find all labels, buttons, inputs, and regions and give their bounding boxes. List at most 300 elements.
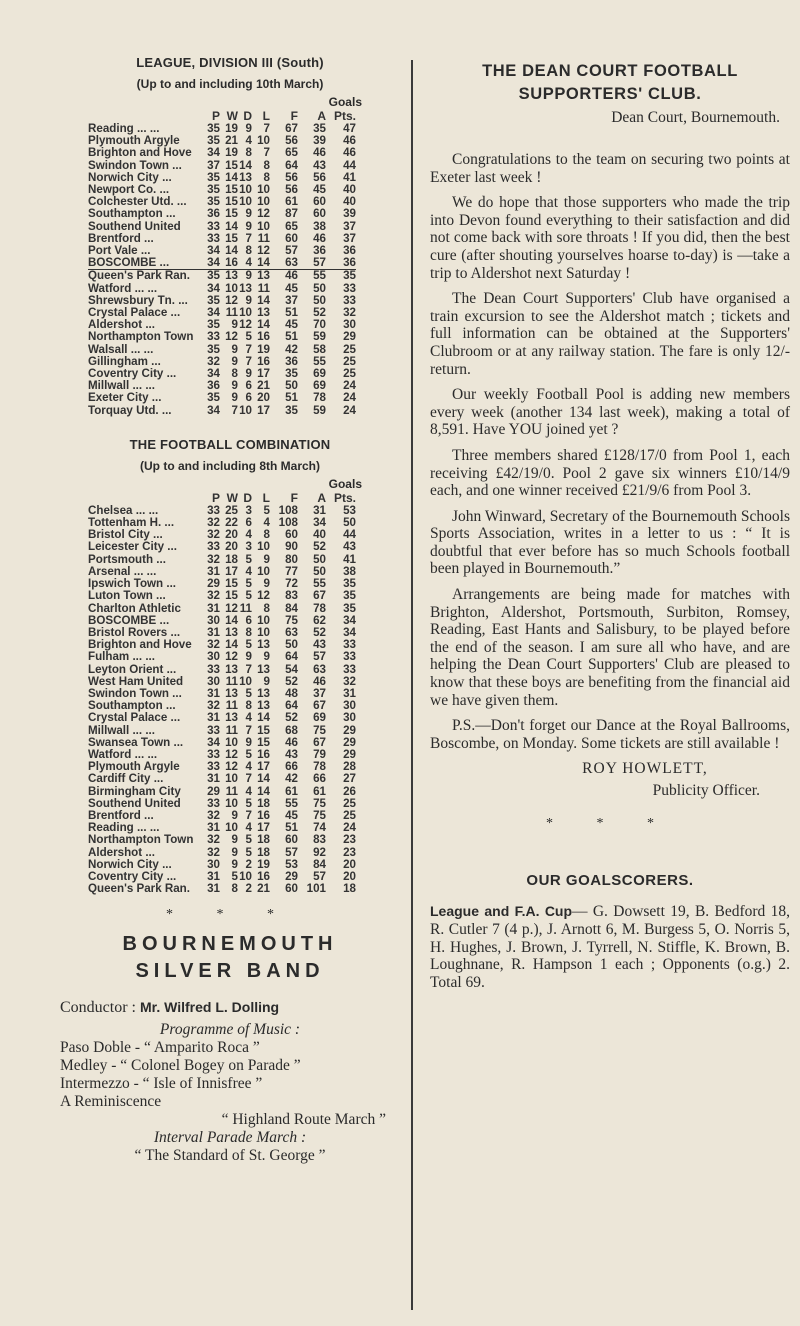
conductor-name: Mr. Wilfred L. Dolling [140,999,280,1016]
stat-cell: 30 [343,318,356,332]
stat-cell: 7 [245,354,252,368]
stat-cell: 41 [343,170,356,184]
stat-cell: 32 [207,528,220,542]
stat-cell: 48 [285,686,298,700]
stat-cell: 10 [239,674,252,688]
stat-cell: 10 [239,195,252,209]
stat-cell: 52 [285,674,298,688]
stat-cell: 57 [313,650,326,664]
stat-cell: 35 [207,293,220,307]
interval-label: Interval Parade March : [153,1129,307,1147]
stat-cell: 32 [207,354,220,368]
stat-cell: 75 [285,613,298,627]
stat-cell: 40 [313,528,326,542]
team-name: Birmingham City [88,784,181,798]
team-name: Coventry City ... [88,869,177,883]
club-signature: ROY HOWLETT, [582,760,708,778]
stat-cell: 83 [313,833,326,847]
stat-cell: 56 [285,134,298,148]
stat-cell: 12 [257,244,270,258]
stat-cell: 64 [285,699,298,713]
stat-cell: 9 [245,207,252,221]
stat-cell: 87 [285,207,298,221]
stat-cell: 29 [285,869,298,883]
stat-cell: 32 [207,516,220,530]
team-name: BOSCOMBE ... [88,257,206,270]
stat-cell: 16 [257,330,270,344]
programme-item: A Reminiscence [60,1093,162,1111]
team-name: Cardiff City ... [88,772,164,786]
stat-cell: 11 [225,306,238,320]
stat-cell: 38 [313,219,326,233]
stat-cell: 83 [285,589,298,603]
stat-cell: 9 [231,379,238,393]
stat-cell: 34 [207,256,220,270]
stat-cell: 68 [285,723,298,737]
stat-cell: 8 [231,367,238,381]
stat-cell: 10 [257,625,270,639]
stat-cell: 8 [263,601,270,615]
stat-cell: 12 [239,318,252,332]
club-paragraph: Congratulations to the team on securing two points at Exeter last week ! [430,151,790,186]
stat-cell: 64 [285,650,298,664]
stat-cell: 10 [257,564,270,578]
stat-cell: 42 [285,772,298,786]
club-paragraph: Our weekly Football Pool is adding new members every week (another 134 last week), making a total of 8,591. Have YOU joined yet ? [430,386,790,439]
table-row [88,257,356,270]
stat-cell: 4 [245,760,252,774]
stat-cell: 5 [245,796,252,810]
stat-cell: 5 [245,845,252,859]
stat-cell: 10 [225,796,238,810]
stat-cell: 32 [343,674,356,688]
stat-cell: 6 [245,379,252,393]
stat-cell: 34 [207,735,220,749]
stat-cell: 59 [313,330,326,344]
programme-item: Paso Doble - “ Amparito Roca ” [60,1039,260,1057]
stat-cell: 19 [225,146,238,160]
team-name: Brentford ... [88,808,154,822]
stat-cell: 15 [225,577,238,591]
stat-cell: 9 [245,122,252,135]
stat-cell: 51 [285,391,298,405]
stat-cell: 36 [326,257,356,270]
conductor-label: Conductor : [60,999,136,1017]
stat-cell: 11 [225,674,238,688]
stat-cell: 45 [313,183,326,197]
stat-cell: 34 [343,613,356,627]
stat-cell: 31 [207,625,220,639]
combination-goals-label: Goals [328,476,362,491]
stat-cell: 11 [225,784,238,798]
stat-cell: 35 [343,577,356,591]
table-row [88,773,356,785]
stat-cell: 13 [257,269,270,283]
band-title-line2: SILVER BAND [135,960,325,983]
stat-cell: 69 [313,367,326,381]
stat-cell: 14 [257,772,270,786]
stat-cell: 67 [285,122,298,135]
team-name: Walsall ... ... [88,342,154,356]
stat-cell: 18 [225,552,238,566]
stat-cell: 8 [263,158,270,172]
programme-list [60,1039,400,1129]
stat-cell: 4 [245,784,252,798]
stat-cell: 14 [257,784,270,798]
stat-cell: 9 [263,674,270,688]
stat-cell: 60 [285,833,298,847]
team-name: Portsmouth ... [88,552,166,566]
stat-cell: 9 [231,808,238,822]
stat-cell: 63 [270,257,298,270]
stat-cell: 39 [343,207,356,221]
stat-cell: 9 [231,342,238,356]
stat-cell: 15 [257,735,270,749]
stat-cell: 50 [313,552,326,566]
programme-item: Medley - “ Colonel Bogey on Parade ” [60,1057,301,1075]
stat-cell: 67 [313,589,326,603]
stat-cell: 9 [263,650,270,664]
stat-cell: 50 [343,516,356,530]
stat-cell: 35 [207,391,220,405]
stat-cell: 31 [207,882,220,896]
team-name: Northampton Town [88,833,194,847]
team-name: Watford ... ... [88,281,158,295]
stat-cell: 14 [225,638,238,652]
team-name: Southampton ... [88,207,176,221]
stat-cell: 51 [285,821,298,835]
stat-cell: 5 [245,833,252,847]
team-name: Reading ... ... [88,122,160,135]
team-name: Watford ... ... [88,747,158,761]
stat-cell: 9 [231,391,238,405]
stat-cell: 66 [313,772,326,786]
stat-cell: 11 [225,699,238,713]
stat-cell: 16 [257,808,270,822]
stat-cell: 45 [285,808,298,822]
stat-cell: 75 [313,808,326,822]
combination-subtitle: (Up to and including 8th March) [140,458,320,473]
stat-cell: 51 [285,306,298,320]
stat-cell: 46 [343,146,356,160]
stat-cell: 32 [207,589,220,603]
team-name: Port Vale ... [88,244,151,258]
column-header: D [243,109,252,123]
team-name: Swindon Town ... [88,158,182,172]
stat-cell: 43 [313,638,326,652]
stat-cell: 13 [225,686,238,700]
stat-cell: 37 [343,231,356,245]
team-name: Charlton Athletic [88,601,181,615]
stat-cell: 14 [257,318,270,332]
stat-cell: 56 [285,183,298,197]
stat-cell: 108 [278,516,298,530]
stat-cell: 35 [285,367,298,381]
stat-cell: 5 [245,552,252,566]
stat-cell: 13 [225,662,238,676]
stat-cell: 31 [313,503,326,517]
column-header: A [317,109,326,123]
stat-cell: 33 [343,650,356,664]
stat-cell: 2 [245,857,252,871]
stat-cell: 27 [343,772,356,786]
stat-cell: 50 [285,379,298,393]
stat-cell: 78 [313,760,326,774]
team-name: Southampton ... [88,699,176,713]
column-header: W [226,109,238,123]
stat-cell: 90 [285,540,298,554]
combination-table [88,491,356,896]
team-name: Millwall ... ... [88,379,155,393]
stat-cell: 8 [245,146,252,160]
stat-cell: 4 [245,528,252,542]
stat-cell: 29 [343,330,356,344]
stat-cell: 60 [285,882,298,896]
stat-cell: 52 [313,625,326,639]
stat-cell: 10 [257,540,270,554]
stat-cell: 10 [225,735,238,749]
column-header: L [262,109,270,123]
stat-cell: 45 [285,318,298,332]
stat-cell: 45 [285,281,298,295]
stat-cell: 35 [343,269,356,283]
stat-cell: 35 [207,195,220,209]
stat-cell: 61 [285,195,298,209]
team-name: Gillingham ... [88,354,161,368]
stat-cell: 3 [245,540,252,554]
stat-cell: 70 [313,318,326,332]
team-name: Leyton Orient ... [88,662,177,676]
stat-cell: 37 [207,158,220,172]
stat-cell: 28 [343,760,356,774]
stat-cell: 32 [343,306,356,320]
stat-cell: 34 [207,244,220,258]
stat-cell: 35 [207,183,220,197]
stat-cell: 32 [207,845,220,859]
stat-cell: 25 [343,367,356,381]
column-header-team [88,109,206,123]
table-row [88,725,356,737]
column-header: P [211,490,220,505]
team-name: Southend United [88,796,181,810]
stat-cell: 36 [313,244,326,258]
stat-cell: 9 [231,845,238,859]
stat-cell: 5 [245,638,252,652]
stat-cell: 31 [207,686,220,700]
stat-cell: 17 [257,367,270,381]
stat-cell: 16 [257,869,270,883]
stat-cell: 32 [207,808,220,822]
stat-cell: 25 [343,342,356,356]
team-name: Arsenal ... ... [88,564,157,578]
table-row [88,331,356,343]
stat-cell: 33 [207,747,220,761]
stat-cell: 57 [285,845,298,859]
stat-cell: 36 [207,379,220,393]
stat-cell: 14 [257,711,270,725]
stat-cell: 3 [245,503,252,517]
stat-cell: 13 [225,269,238,283]
stat-cell: 42 [285,342,298,356]
stat-cell: 18 [343,882,356,896]
stat-cell: 56 [313,170,326,184]
team-name: Tottenham H. ... [88,516,175,530]
band-title-line1: BOURNEMOUTH [122,933,338,956]
programme-item: Intermezzo - “ Isle of Innisfree ” [60,1075,263,1093]
stat-cell: 10 [239,403,252,417]
stat-cell: 33 [207,330,220,344]
band-stars: * * * [166,907,294,923]
table-row [88,541,356,553]
stat-cell: 46 [313,674,326,688]
team-name: Ipswich Town ... [88,577,177,591]
team-name: Brentford ... [88,231,154,245]
stat-cell: 31 [207,601,220,615]
stat-cell: 30 [207,613,220,627]
table-row [88,712,356,724]
stat-cell: 55 [313,577,326,591]
stat-cell: 14 [225,613,238,627]
stat-cell: 10 [257,134,270,148]
stat-cell: 30 [343,711,356,725]
stat-cell: 33 [207,231,220,245]
stat-cell: 7 [245,723,252,737]
stat-cell: 33 [343,281,356,295]
stat-cell: 12 [225,293,238,307]
stat-cell: 14 [252,257,270,270]
stat-cell: 24 [343,379,356,393]
stat-cell: 15 [225,207,238,221]
stat-cell: 9 [245,735,252,749]
stat-cell: 9 [263,577,270,591]
stat-cell: 13 [257,306,270,320]
stat-cell: 25 [343,796,356,810]
goalscorers-list: — G. Dowsett 19, B. Bedford 18, R. Cutler 7 (4 p.), J. Arnott 6, M. Burgess 5, O. Norris 5, H. Hughes, J. Brown, J. Tyrrell, N. Stiffle, K. Brown, B. Loughnane, R. Hampson 1 each ; Opponents (o.g.) 2. Total 69. [430,903,790,991]
stat-cell: 31 [343,686,356,700]
club-paragraph: We do hope that those supporters who made the trip into Devon found everything to their satisfaction and did not come back with sore throats ! If you did, then the best cure (after shouting yourselves hoarse to-day) is —take a trip to Aldershot next Saturday ! [430,194,790,282]
stat-cell: 10 [257,195,270,209]
stat-cell: 55 [313,354,326,368]
team-name: Aldershot ... [88,318,155,332]
stat-cell: 35 [207,134,220,148]
stat-cell: 5 [245,577,252,591]
stat-cell: 9 [245,650,252,664]
stat-cell: 7 [245,342,252,356]
stat-cell: 9 [231,318,238,332]
stat-cell: 61 [313,784,326,798]
stat-cell: 57 [313,869,326,883]
stat-cell: 108 [278,503,298,517]
stat-cell: 15 [225,158,238,172]
table-row [88,283,356,295]
stat-cell: 25 [225,503,238,517]
stat-cell: 35 [343,601,356,615]
stat-cell: 9 [245,219,252,233]
stat-cell: 24 [343,821,356,835]
stat-cell: 53 [285,857,298,871]
table-row [88,590,356,602]
stat-cell: 17 [257,821,270,835]
stat-cell: 7 [245,231,252,245]
stat-cell: 46 [285,269,298,283]
team-name: Coventry City ... [88,367,177,381]
stat-cell: 56 [285,170,298,184]
stat-cell: 20 [225,528,238,542]
stat-cell: 13 [225,625,238,639]
stat-cell: 32 [207,833,220,847]
stat-cell: 38 [343,564,356,578]
stat-cell: 34 [207,367,220,381]
stat-cell: 15 [225,231,238,245]
stat-cell: 13 [239,170,252,184]
table-row [88,147,356,159]
stat-cell: 46 [313,231,326,245]
stat-cell: 33 [207,760,220,774]
stat-cell: 35 [207,122,220,135]
stat-cell: 84 [313,857,326,871]
stat-cell: 6 [245,613,252,627]
stat-cell: 61 [285,784,298,798]
stat-cell: 92 [313,845,326,859]
stat-cell: 58 [313,342,326,356]
goalscorers-text [430,903,790,991]
table-row [88,270,356,283]
stat-cell: 69 [313,711,326,725]
table-row [88,651,356,663]
stat-cell: 20 [225,540,238,554]
stat-cell: 24 [343,403,356,417]
stat-cell: 55 [285,796,298,810]
stat-cell: 18 [257,845,270,859]
stat-cell: 65 [285,146,298,160]
stat-cell: 36 [285,354,298,368]
stat-cell: 78 [313,391,326,405]
stat-cell: 31 [207,821,220,835]
stat-cell: 40 [343,195,356,209]
stat-cell: 34 [343,625,356,639]
team-name: Chelsea ... ... [88,503,159,517]
stat-cell: 67 [313,735,326,749]
stat-cell: 34 [207,403,220,417]
team-name: West Ham United [88,674,184,688]
stat-cell: 55 [313,269,326,283]
stat-cell: 5 [263,503,270,517]
table-row [88,392,356,404]
stat-cell: 41 [343,552,356,566]
team-name: Crystal Palace ... [88,306,181,320]
stat-cell: 11 [225,723,238,737]
stat-cell: 12 [225,601,238,615]
team-name: Torquay Utd. ... [88,403,172,417]
stat-cell: 46 [313,146,326,160]
stat-cell: 7 [245,662,252,676]
stat-cell: 101 [306,882,326,896]
team-name: Brighton and Hove [88,638,192,652]
stat-cell: 47 [343,122,356,135]
team-name: Southend United [88,219,181,233]
league-goals-label: Goals [328,95,362,109]
stat-cell: 7 [263,122,270,135]
stat-cell: 23 [343,833,356,847]
stat-cell: 8 [245,244,252,258]
stat-cell: 7 [245,808,252,822]
team-name: Queen's Park Ran. [88,269,190,283]
stat-cell: 16 [257,354,270,368]
stat-cell: 29 [207,577,220,591]
stat-cell: 9 [231,354,238,368]
stat-cell: 72 [285,577,298,591]
stat-cell: 26 [343,784,356,798]
